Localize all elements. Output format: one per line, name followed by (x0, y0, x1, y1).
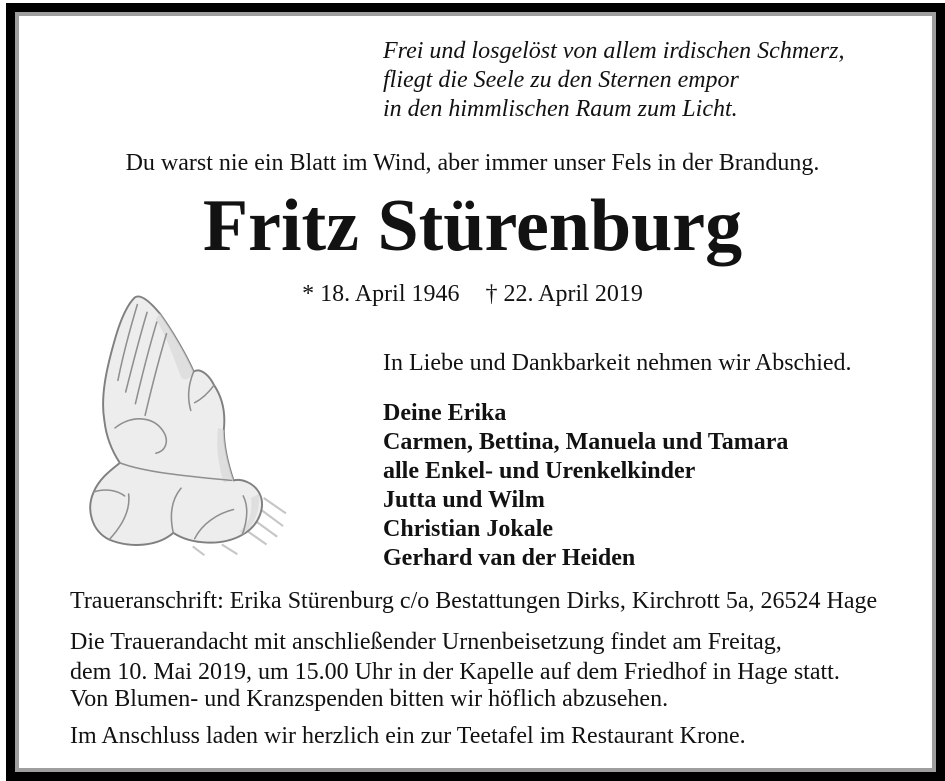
praying-hands-image (76, 290, 290, 562)
birth-date: * 18. April 1946 (302, 281, 460, 307)
service-line: Die Trauerandacht mit anschließender Urnenbeisetzung findet am Freitag, (70, 629, 782, 655)
mourner-name: Carmen, Bettina, Manuela und Tamara (383, 429, 789, 455)
death-date: † 22. April 2019 (485, 281, 643, 307)
hands-silhouette (90, 296, 262, 545)
mourner-name: Jutta und Wilm (383, 487, 545, 513)
poem-line: in den himmlischen Raum zum Licht. (383, 96, 738, 122)
mourning-address-line: Traueranschrift: Erika Stürenburg c/o Bestattungen Dirks, Kirchrott 5a, 26524 Hage (70, 588, 878, 614)
poem-line: fliegt die Seele zu den Sternen empor (383, 67, 739, 93)
farewell-line: In Liebe und Dankbarkeit nehmen wir Abschied. (383, 350, 852, 376)
opening-poem (383, 37, 844, 124)
epigraph-line: Du warst nie ein Blatt im Wind, aber immer unser Fels in der Brandung. (125, 150, 820, 176)
poem-line: Frei und losgelöst von allem irdischen Schmerz, (383, 38, 845, 64)
mourner-name: alle Enkel- und Urenkelkinder (383, 458, 696, 484)
mourner-name: Deine Erika (383, 400, 507, 426)
service-announcement (70, 627, 840, 687)
mourners-list (383, 399, 788, 573)
mourner-name: Gerhard van der Heiden (383, 545, 636, 571)
mourner-name: Christian Jokale (383, 516, 554, 542)
service-line: dem 10. Mai 2019, um 15.00 Uhr in der Kapelle auf dem Friedhof in Hage statt. (70, 659, 840, 685)
reception-invitation-line: Im Anschluss laden wir herzlich ein zur Teetafel im Restaurant Krone. (70, 723, 746, 749)
flowers-request-line: Von Blumen- und Kranzspenden bitten wir höflich abzusehen. (70, 686, 669, 712)
deceased-name: Fritz Stürenburg (202, 185, 743, 267)
